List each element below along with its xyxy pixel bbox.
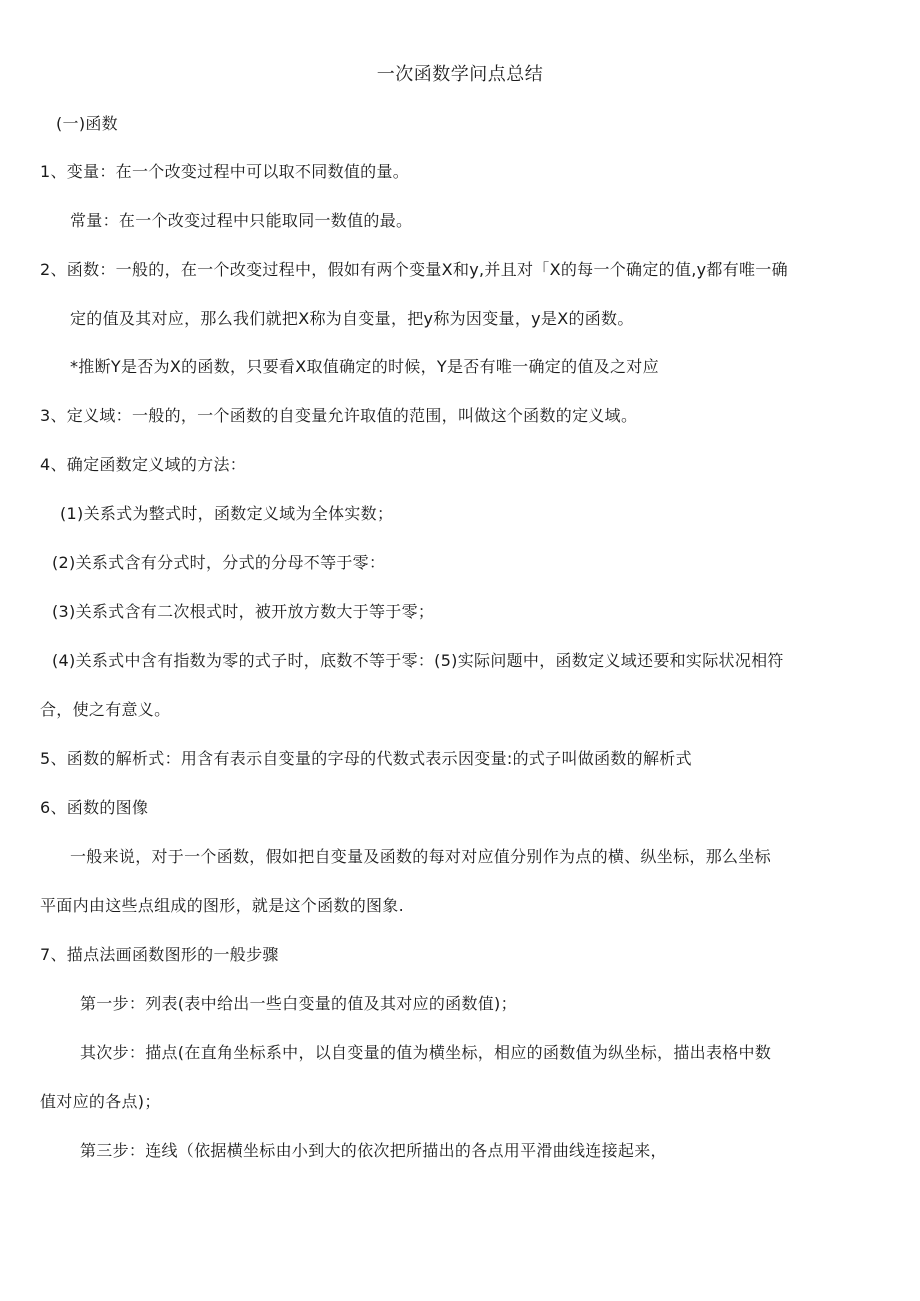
list-item-rule-4-5: (4)关系式中含有指数为零的式子时，底数不等于零：(5)实际问题中，函数定义域还要和实际状况相符	[52, 651, 784, 670]
step-1-tabulate: 第一步：列表(表中给出一些白变量的值及其对应的函数值)；	[80, 994, 517, 1013]
paragraph-function-graph-heading: 6、函数的图像	[40, 798, 149, 817]
paragraph-domain-method: 4、确定函数定义域的方法：	[40, 455, 247, 474]
paragraph-variable: 1、变量：在一个改变过程中可以取不同数值的量。	[40, 162, 410, 181]
list-item-rule-2: (2)关系式含有分式时，分式的分母不等于零：	[52, 553, 386, 572]
paragraph-analytic-expression: 5、函数的解析式：用含有表示自变量的字母的代数式表示因变量:的式子叫做函数的解析式	[40, 749, 692, 768]
document-title: 一次函数学问点总结	[376, 64, 544, 85]
paragraph-function-def: 2、函数：一般的，在一个改变过程中，假如有两个变量X和y,并且对「X的每一个确定的值,y都有唯一确	[40, 260, 788, 279]
paragraph-function-graph-cont: 平面内由这些点组成的图形，就是这个函数的图象.	[40, 896, 404, 915]
paragraph-plotting-steps-heading: 7、描点法画函数图形的一般步骤	[40, 945, 279, 964]
step-2-plot-points: 其次步：描点(在直角坐标系中，以自变量的值为横坐标，相应的函数值为纵坐标，描出表格中数	[80, 1043, 772, 1062]
paragraph-domain: 3、定义域：一般的，一个函数的自变量允许取值的范围，叫做这个函数的定义域。	[40, 406, 638, 425]
paragraph-constant: 常量：在一个改变过程中只能取同一数值的最。	[70, 211, 413, 230]
step-2-plot-points-cont: 值对应的各点)；	[40, 1092, 161, 1111]
step-3-connect: 第三步：连线（依据横坐标由小到大的依次把所描出的各点用平滑曲线连接起来，	[80, 1141, 667, 1160]
section-heading-function: (一)函数	[56, 114, 118, 133]
list-item-rule-4-5-cont: 合，使之有意义。	[40, 700, 171, 719]
list-item-rule-3: (3)关系式含有二次根式时，被开放方数大于等于零；	[52, 602, 435, 621]
list-item-rule-1: (1)关系式为整式时，函数定义域为全体实数；	[60, 504, 394, 523]
paragraph-function-graph: 一般来说，对于一个函数，假如把自变量及函数的每对对应值分别作为点的横、纵坐标，那么坐标	[70, 847, 771, 866]
paragraph-function-def-cont: 定的值及其对应，那么我们就把X称为自变量，把y称为因变量，y是X的函数。	[70, 309, 634, 328]
note-judge-function: *推断Y是否为X的函数，只要看X取值确定的时候，Y是否有唯一确定的值及之对应	[70, 357, 659, 376]
